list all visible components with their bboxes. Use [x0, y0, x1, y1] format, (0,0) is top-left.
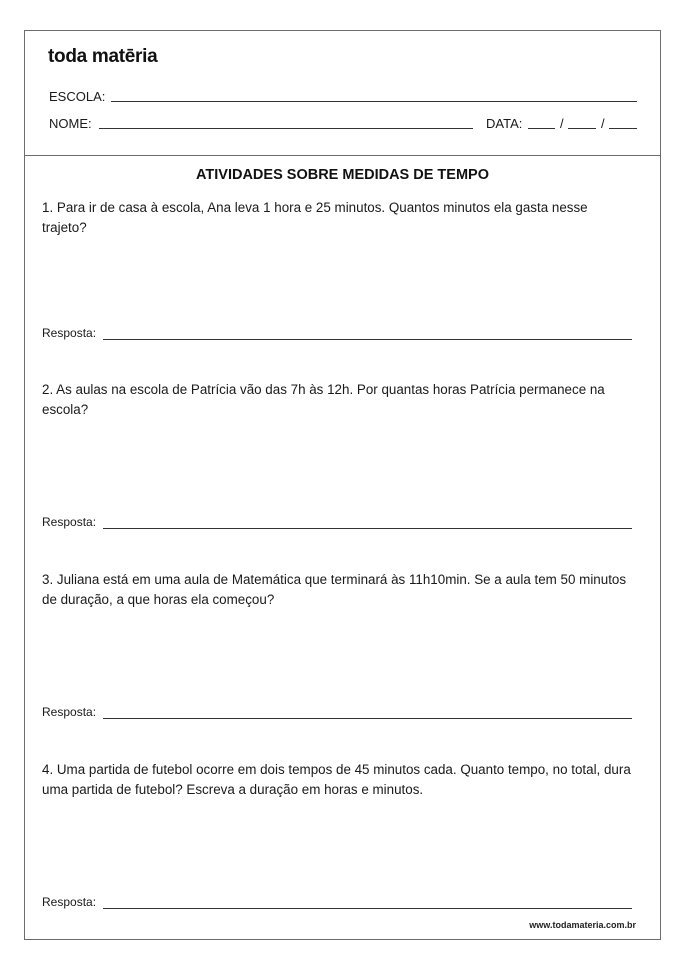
date-day-field[interactable]	[528, 128, 555, 129]
footer-url: www.todamateria.com.br	[529, 920, 636, 930]
answer-3-line[interactable]	[103, 718, 632, 719]
answer-1-line[interactable]	[103, 339, 632, 340]
worksheet	[24, 30, 661, 940]
logo: toda matēria	[48, 46, 158, 67]
date-separator: /	[601, 116, 605, 131]
answer-1-label: Resposta:	[42, 326, 97, 340]
question-1-text: 1. Para ir de casa à escola, Ana leva 1 hora e 25 minutos. Quantos minutos ela gasta nesse trajeto?	[42, 200, 588, 235]
worksheet-header	[25, 31, 660, 156]
name-field[interactable]	[99, 128, 473, 129]
date-label: DATA:	[486, 116, 523, 131]
page-title: ATIVIDADES SOBRE MEDIDAS DE TEMPO	[196, 167, 489, 183]
school-field[interactable]	[111, 101, 637, 102]
answer-2-label: Resposta:	[42, 515, 97, 529]
question-4-text: 4. Uma partida de futebol ocorre em dois tempos de 45 minutos cada. Quanto tempo, no total, dura uma partida de futebol? Escreva a duração em horas e minutos.	[42, 762, 631, 797]
question-3-text: 3. Juliana está em uma aula de Matemática que terminará às 11h10min. Se a aula tem 50 minutos de duração, a que horas ela começou?	[42, 572, 627, 607]
answer-3-label: Resposta:	[42, 705, 97, 719]
date-separator: /	[560, 116, 564, 131]
question-2-text: 2. As aulas na escola de Patrícia vão das 7h às 12h. Por quantas horas Patrícia permanece na escola?	[42, 382, 605, 417]
answer-4-line[interactable]	[103, 908, 632, 909]
date-year-field[interactable]	[609, 128, 637, 129]
answer-4-label: Resposta:	[42, 895, 97, 909]
date-month-field[interactable]	[568, 128, 596, 129]
school-label: ESCOLA:	[49, 89, 106, 104]
name-label: NOME:	[49, 116, 92, 131]
answer-2-line[interactable]	[103, 528, 632, 529]
